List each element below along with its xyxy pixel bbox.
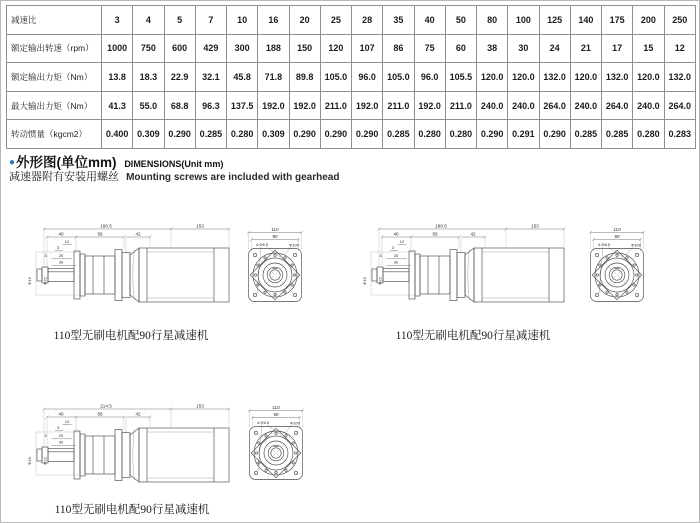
front-view-drawing-b (587, 227, 647, 307)
spec-cell: 137.5 (227, 91, 258, 120)
spec-cell: 120.0 (570, 63, 601, 92)
spec-cell: 86 (383, 34, 414, 63)
spec-row (7, 63, 696, 92)
spec-cell: 3 (102, 6, 133, 35)
side-view-drawing-b (361, 223, 566, 305)
spec-cell: 0.291 (508, 120, 539, 149)
spec-cell: 125 (539, 6, 570, 35)
spec-row (7, 91, 696, 120)
drawing-caption-a: 110型无刷电机配90行星减速机 (53, 330, 209, 342)
spec-cell: 89.8 (289, 63, 320, 92)
spec-cell: 120.0 (477, 63, 508, 92)
spec-cell: 188 (258, 34, 289, 63)
spec-cell: 50 (445, 6, 476, 35)
side-view-drawing-c (26, 403, 231, 485)
spec-cell: 16 (258, 6, 289, 35)
section-note-en: Mounting screws are included with gearhead (126, 172, 340, 183)
spec-cell: 22.9 (164, 63, 195, 92)
spec-cell: 20 (289, 6, 320, 35)
spec-cell: 140 (570, 6, 601, 35)
spec-cell: 32.1 (195, 63, 226, 92)
spec-cell: 18.3 (133, 63, 164, 92)
spec-cell: 105.5 (445, 63, 476, 92)
dim-total-length-a: 166.5 (100, 223, 112, 229)
spec-cell: 300 (227, 34, 258, 63)
spec-cell: 0.400 (102, 120, 133, 149)
spec-cell: 120.0 (508, 63, 539, 92)
spec-cell: 132.0 (664, 63, 696, 92)
spec-cell: 0.280 (414, 120, 445, 149)
spec-cell: 21 (570, 34, 601, 63)
spec-cell: 200 (633, 6, 664, 35)
section-note-zh: 减速器附有安装用螺丝 (9, 171, 119, 183)
spec-cell: 0.290 (320, 120, 351, 149)
spec-cell: 211.0 (320, 91, 351, 120)
section-title-en: DIMENSIONS(Unit mm) (124, 159, 224, 169)
spec-row-label: 转动惯量（kgcm2） (7, 120, 102, 149)
spec-cell: 0.280 (227, 120, 258, 149)
spec-cell: 28 (352, 6, 383, 35)
spec-cell: 0.285 (195, 120, 226, 149)
spec-cell: 105.0 (383, 63, 414, 92)
spec-cell: 24 (539, 34, 570, 63)
spec-cell: 429 (195, 34, 226, 63)
bullet-icon: ● (9, 157, 16, 168)
spec-cell: 0.290 (477, 120, 508, 149)
spec-cell: 750 (133, 34, 164, 63)
spec-cell: 15 (633, 34, 664, 63)
spec-cell: 132.0 (539, 63, 570, 92)
spec-cell: 0.283 (664, 120, 696, 149)
spec-cell: 71.8 (258, 63, 289, 92)
spec-row-label: 额定输出力矩（Nm） (7, 63, 102, 92)
spec-cell: 240.0 (633, 91, 664, 120)
spec-cell: 0.280 (633, 120, 664, 149)
side-view-drawing-a (26, 223, 231, 305)
spec-cell: 96.3 (195, 91, 226, 120)
spec-row (7, 34, 696, 63)
spec-cell: 600 (164, 34, 195, 63)
spec-cell: 264.0 (664, 91, 696, 120)
spec-cell: 175 (602, 6, 633, 35)
spec-cell: 120 (320, 34, 351, 63)
spec-cell: 100 (508, 6, 539, 35)
spec-cell: 0.309 (258, 120, 289, 149)
spec-cell: 45.8 (227, 63, 258, 92)
spec-cell: 17 (602, 34, 633, 63)
spec-cell: 1000 (102, 34, 133, 63)
spec-cell: 0.290 (539, 120, 570, 149)
spec-cell: 192.0 (414, 91, 445, 120)
spec-cell: 240.0 (570, 91, 601, 120)
spec-cell: 107 (352, 34, 383, 63)
spec-row-label: 额定输出转速（rpm） (7, 34, 102, 63)
drawing-caption-b: 110型无刷电机配90行星减速机 (395, 330, 551, 342)
spec-row-label: 最大输出力矩（Nm） (7, 91, 102, 120)
spec-cell: 0.290 (164, 120, 195, 149)
section-note (9, 168, 339, 184)
spec-cell: 40 (414, 6, 445, 35)
spec-cell: 0.290 (289, 120, 320, 149)
spec-cell: 0.285 (570, 120, 601, 149)
spec-cell: 38 (477, 34, 508, 63)
section-title-zh: 外形图(单位mm) (16, 155, 117, 170)
spec-cell: 13.8 (102, 63, 133, 92)
drawing-caption-c: 110型无刷电机配90行星减速机 (54, 504, 210, 516)
spec-cell: 4 (133, 6, 164, 35)
spec-cell: 192.0 (258, 91, 289, 120)
front-view-drawing-a (245, 227, 305, 307)
spec-cell: 192.0 (289, 91, 320, 120)
spec-cell: 0.290 (352, 120, 383, 149)
spec-cell: 60 (445, 34, 476, 63)
spec-cell: 0.285 (602, 120, 633, 149)
spec-cell: 0.280 (445, 120, 476, 149)
spec-cell: 0.285 (383, 120, 414, 149)
spec-cell: 264.0 (539, 91, 570, 120)
spec-cell: 7 (195, 6, 226, 35)
spec-cell: 35 (383, 6, 414, 35)
spec-table (6, 5, 696, 149)
spec-cell: 5 (164, 6, 195, 35)
spec-cell: 250 (664, 6, 696, 35)
spec-cell: 0.309 (133, 120, 164, 149)
spec-row (7, 120, 696, 149)
spec-cell: 10 (227, 6, 258, 35)
spec-cell: 240.0 (477, 91, 508, 120)
spec-cell: 105.0 (320, 63, 351, 92)
spec-cell: 75 (414, 34, 445, 63)
spec-row (7, 6, 696, 35)
spec-cell: 12 (664, 34, 696, 63)
spec-cell: 96.0 (352, 63, 383, 92)
spec-cell: 96.0 (414, 63, 445, 92)
spec-cell: 25 (320, 6, 351, 35)
spec-cell: 55.0 (133, 91, 164, 120)
spec-cell: 80 (477, 6, 508, 35)
spec-cell: 192.0 (352, 91, 383, 120)
spec-table-body (7, 6, 696, 149)
spec-row-label: 减速比 (7, 6, 102, 35)
spec-cell: 211.0 (445, 91, 476, 120)
spec-cell: 41.3 (102, 91, 133, 120)
spec-cell: 240.0 (508, 91, 539, 120)
spec-cell: 150 (289, 34, 320, 63)
spec-cell: 120.0 (633, 63, 664, 92)
spec-cell: 264.0 (602, 91, 633, 120)
dim-total-length-c: 214.5 (100, 403, 112, 409)
spec-cell: 211.0 (383, 91, 414, 120)
front-view-drawing-c (246, 405, 306, 485)
spec-cell: 132.0 (602, 63, 633, 92)
spec-cell: 68.8 (164, 91, 195, 120)
spec-cell: 30 (508, 34, 539, 63)
dim-total-length-b: 190.5 (435, 223, 447, 229)
